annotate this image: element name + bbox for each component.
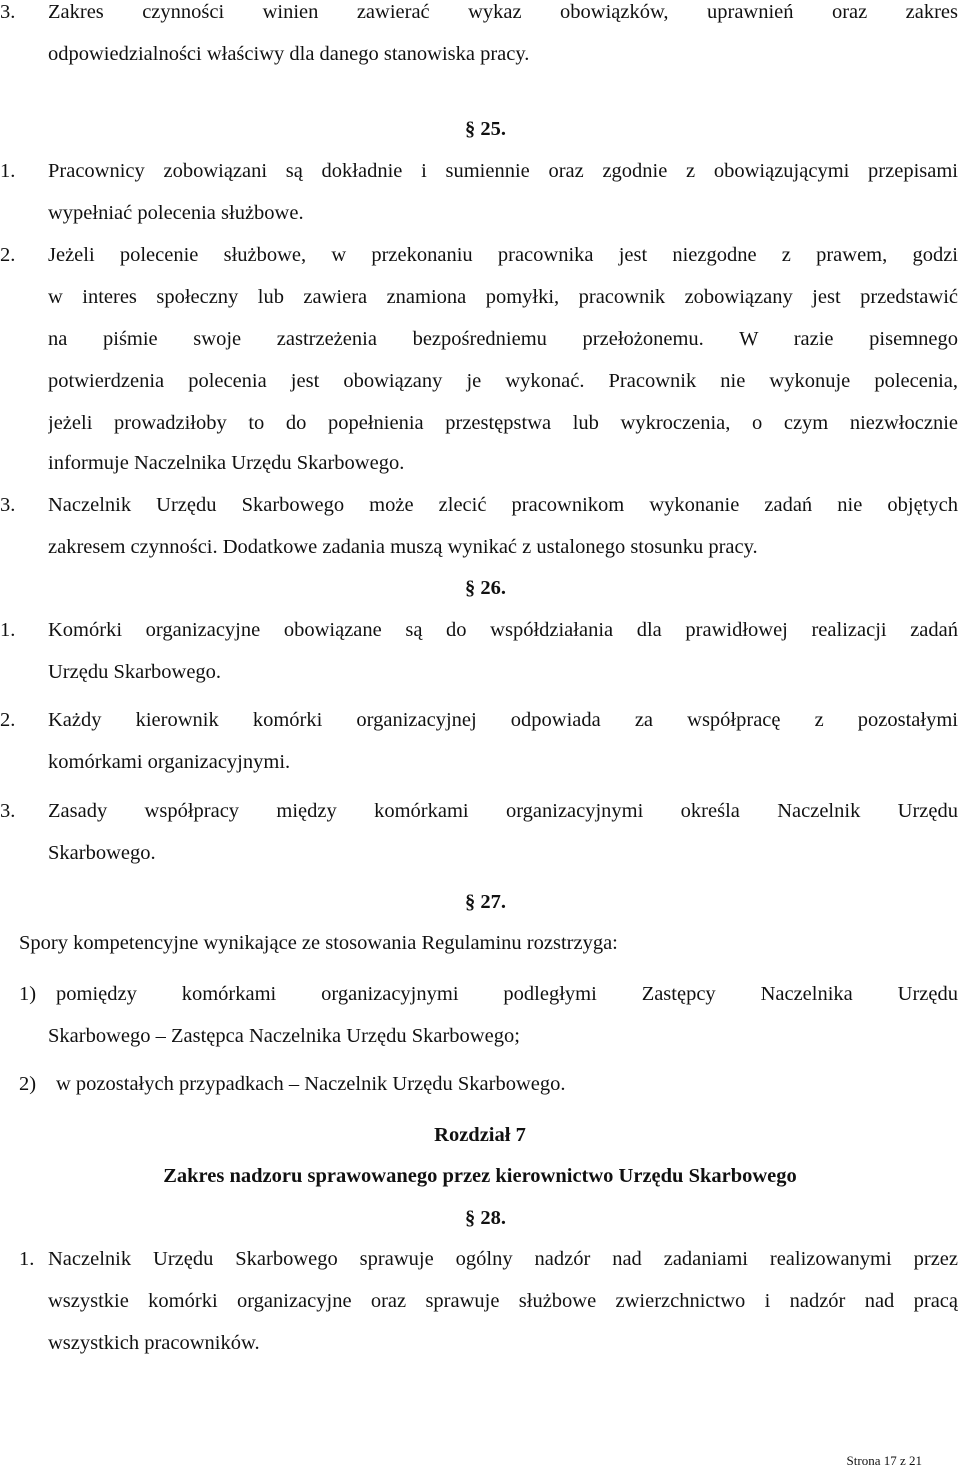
lead-text: Spory kompetencyjne wynikające ze stosowania Regulaminu rozstrzyga: [19,932,618,954]
section-marker: § 25. [465,118,506,140]
item-text: Zakres czynności winien zawierać wykaz obowiązków, uprawnień oraz zakres [48,1,958,23]
item-text: Skarbowego. [48,842,156,864]
item-number: 1. [0,619,16,641]
item-text: na piśmie swoje zastrzeżenia bezpośredniemu przełożonemu. W razie pisemnego [48,328,958,350]
item-text: wszystkie komórki organizacyjne oraz sprawuje służbowe zwierzchnictwo i nadzór nad pracą [48,1290,958,1312]
item-number: 3. [0,494,16,516]
item-text: Naczelnik Urzędu Skarbowego sprawuje ogólny nadzór nad zadaniami realizowanymi przez [48,1248,958,1270]
item-text: Skarbowego – Zastępca Naczelnika Urzędu Skarbowego; [48,1025,520,1047]
item-text: komórkami organizacyjnymi. [48,751,291,773]
item-text: potwierdzenia polecenia jest obowiązany je wykonać. Pracownik nie wykonuje polecenia, [48,370,958,392]
chapter-title: Rozdział 7 [434,1124,526,1146]
item-text: odpowiedzialności właściwy dla danego stanowiska pracy. [48,43,530,65]
item-text: wszystkich pracowników. [48,1332,260,1354]
item-text: w pozostałych przypadkach – Naczelnik Urzędu Skarbowego. [56,1073,566,1095]
item-text: Każdy kierownik komórki organizacyjnej odpowiada za współpracę z pozostałymi [48,709,958,731]
item-number: 2. [0,244,16,266]
item-text: Naczelnik Urzędu Skarbowego może zlecić pracownikom wykonanie zadań nie objętych [48,494,958,516]
page-number: Strona 17 z 21 [846,1453,922,1468]
item-text: w interes społeczny lub zawiera znamiona pomyłki, pracownik zobowiązany jest przedstawić [48,286,958,308]
chapter-subtitle: Zakres nadzoru sprawowanego przez kierownictwo Urzędu Skarbowego [163,1165,797,1187]
item-text: Komórki organizacyjne obowiązane są do współdziałania dla prawidłowej realizacji zadań [48,619,958,641]
item-text: zakresem czynności. Dodatkowe zadania muszą wynikać z ustalonego stosunku pracy. [48,536,758,558]
item-number: 2) [19,1073,37,1095]
item-text: Jeżeli polecenie służbowe, w przekonaniu pracownika jest niezgodne z prawem, godzi [48,244,958,266]
item-text: wypełniać polecenia służbowe. [48,202,304,224]
section-marker: § 27. [465,891,506,913]
section-marker: § 28. [465,1207,506,1229]
item-text: Pracownicy zobowiązani są dokładnie i sumiennie oraz zgodnie z obowiązującymi przepisami [48,160,958,182]
item-text: Zasady współpracy między komórkami organizacyjnymi określa Naczelnik Urzędu [48,800,958,822]
item-number: 1) [19,983,37,1005]
item-text: informuje Naczelnika Urzędu Skarbowego. [48,452,405,474]
item-text: pomiędzy komórkami organizacyjnymi podległymi Zastępcy Naczelnika Urzędu [56,983,958,1005]
item-number: 3. [0,800,16,822]
section-marker: § 26. [465,577,506,599]
item-number: 1. [0,160,16,182]
item-text: jeżeli prowadziłoby to do popełnienia przestępstwa lub wykroczenia, o czym niezwłocznie [48,412,958,434]
item-number: 1. [19,1248,35,1270]
item-number: 3. [0,1,16,23]
item-number: 2. [0,709,16,731]
item-text: Urzędu Skarbowego. [48,661,222,683]
